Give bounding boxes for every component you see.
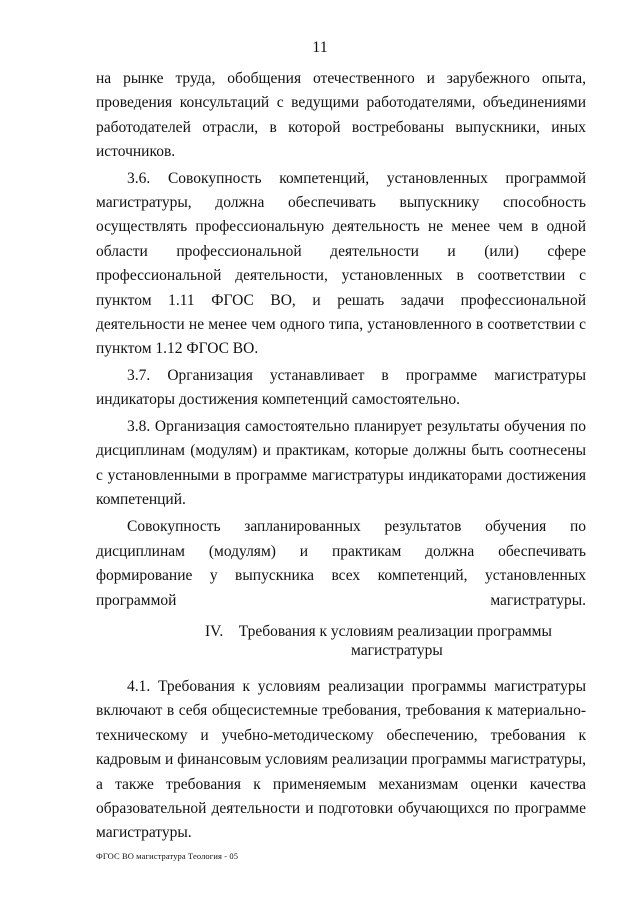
section-heading-iv xyxy=(205,622,575,660)
paragraph-3-7: 3.7. Организация устанавливает в программе магистратуры индикаторы достижения компетенций самостоятельно. xyxy=(96,366,586,409)
paragraph-3-6: 3.6. Совокупность компетенций, установленных программой магистратуры, должна обеспечивать выпускнику способность осуществлять профессиональную деятельность не менее чем в одной области профессиональной деятельности и (или) сфере профессиональной деятельности, установленных в соответствии с пунктом 1.11 ФГОС ВО, и решать задачи профессиональной деятельности не менее чем одного типа, установленного в соответствии с пунктом 1.12 ФГОС ВО. xyxy=(96,169,586,358)
paragraph-competencies-summary: Совокупность запланированных результатов обучения по дисциплинам (модулям) и практикам должна обеспечивать формирование у выпускника всех компетенций, установленных программой магистратуры. xyxy=(96,518,586,609)
page-number: 11 xyxy=(312,39,328,56)
section-title-line2: магистратуры xyxy=(351,642,443,659)
paragraph-3-8: 3.8. Организация самостоятельно планирует результаты обучения по дисциплинам (модулям) и практикам, которые должны быть соотнесены с установленными в программе магистратуры индикаторами достижения компетенций. xyxy=(96,417,586,508)
paragraph-4-1: 4.1. Требования к условиям реализации программы магистратуры включают в себя общесистемные требования, требования к материально-техническому и учебно-методическому обеспечению, требования к кадровым и финансовым условиям реализации программы магистратуры, а также требования к применяемым механизмам оценки качества образовательной деятельности и подготовки обучающихся по программе магистратуры. xyxy=(96,678,586,842)
section-4-text xyxy=(96,675,586,846)
paragraph-continuation: на рынке труда, обобщения отечественного и зарубежного опыта, проведения консультаций с ведущими работодателями, объединениями работодателей отрасли, в которой востребованы выпускники, иных источников. xyxy=(96,70,586,161)
section-numeral: IV. xyxy=(205,623,224,640)
section-3-text xyxy=(96,67,586,613)
section-title-line1: Требования к условиям реализации программы xyxy=(238,623,552,640)
document-footer: ФГОС ВО магистратура Теология - 05 xyxy=(96,851,239,861)
